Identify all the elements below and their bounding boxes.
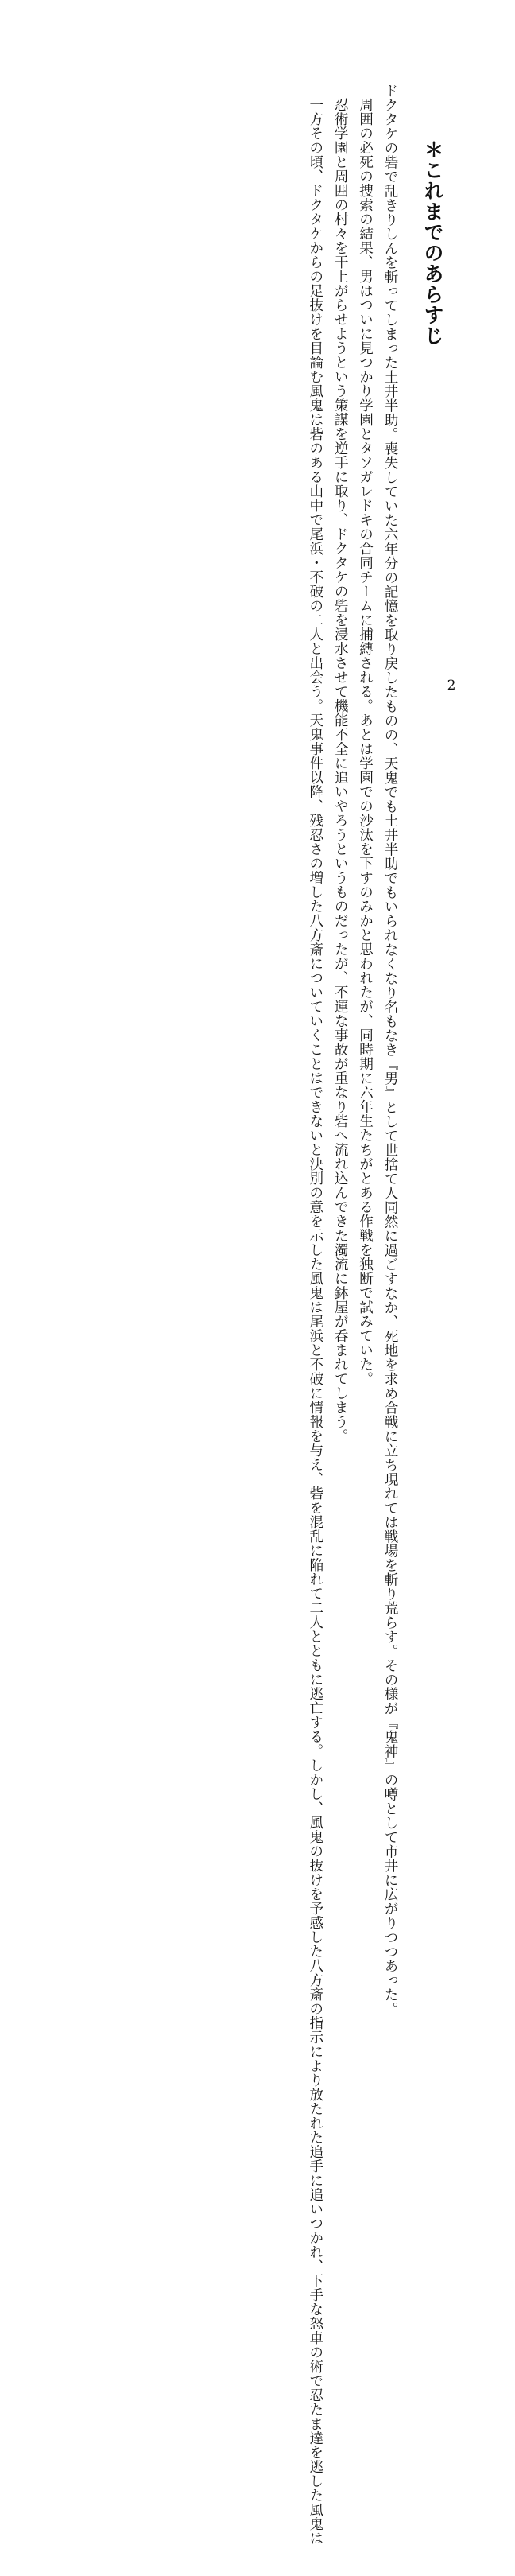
paragraph-indent [308, 84, 323, 98]
paragraph-3-text: 忍術学園と周囲の村々を干上がらせようという策謀を逆手に取り、ドクタケの砦を浸水させて機能不全に追いやろうというものだったが、不運な事故が重なり砦へ流れ込んできた濁流に鉢屋が呑まれてしまう。 [332, 97, 349, 1443]
paragraph-3 [327, 84, 352, 1443]
page-number: 2 [447, 678, 456, 694]
section-heading: ＊これまでのあらすじ [421, 139, 444, 346]
paragraph-4-text: 一方その頃、ドクタケからの足抜けを目論む風鬼は砦のある山中で尾浜・不破の二人と出会う。天鬼事件以降、残忍さの増した八方斎についていくことはできないと決別の意を示した風鬼は尾浜と不破に情報を与え、砦を混乱に陥れて二人とともに逃亡する。しかし、風鬼の抜けを予感した八方斎の指示により放たれた追手に追いつかれ、下手な怒車の術で忍たま達を逃した風鬼は [307, 97, 323, 2546]
paragraph-1-text: ドクタケの砦で乱きりしんを斬ってしまった土井半助。喪失していた六年分の記憶を取り戻したものの、天鬼でも土井半助でもいられなくなり名もなき『男』として世捨て人同然に過ごすなか、死地を求め合戦に立ち現れては戦場を斬り荒らす。その様が『鬼神』の噂として市井に広がりつつあった。 [382, 84, 398, 2016]
synopsis-body [60, 84, 402, 2546]
paragraph-indent [333, 84, 347, 98]
paragraph-1 [378, 84, 402, 2016]
paragraph-2 [352, 84, 377, 1386]
paragraph-indent [358, 84, 373, 98]
paragraph-2-text: 周囲の必死の捜索の結果、男はついに見つかり学園とタソガレドキの合同チームに捕縛される。あとは学園での沙汰を下すのみかと思われたが、同時期に六年生たちがとある作戦を独断で試みていた。 [357, 97, 374, 1386]
paragraph-4 [302, 84, 327, 2546]
